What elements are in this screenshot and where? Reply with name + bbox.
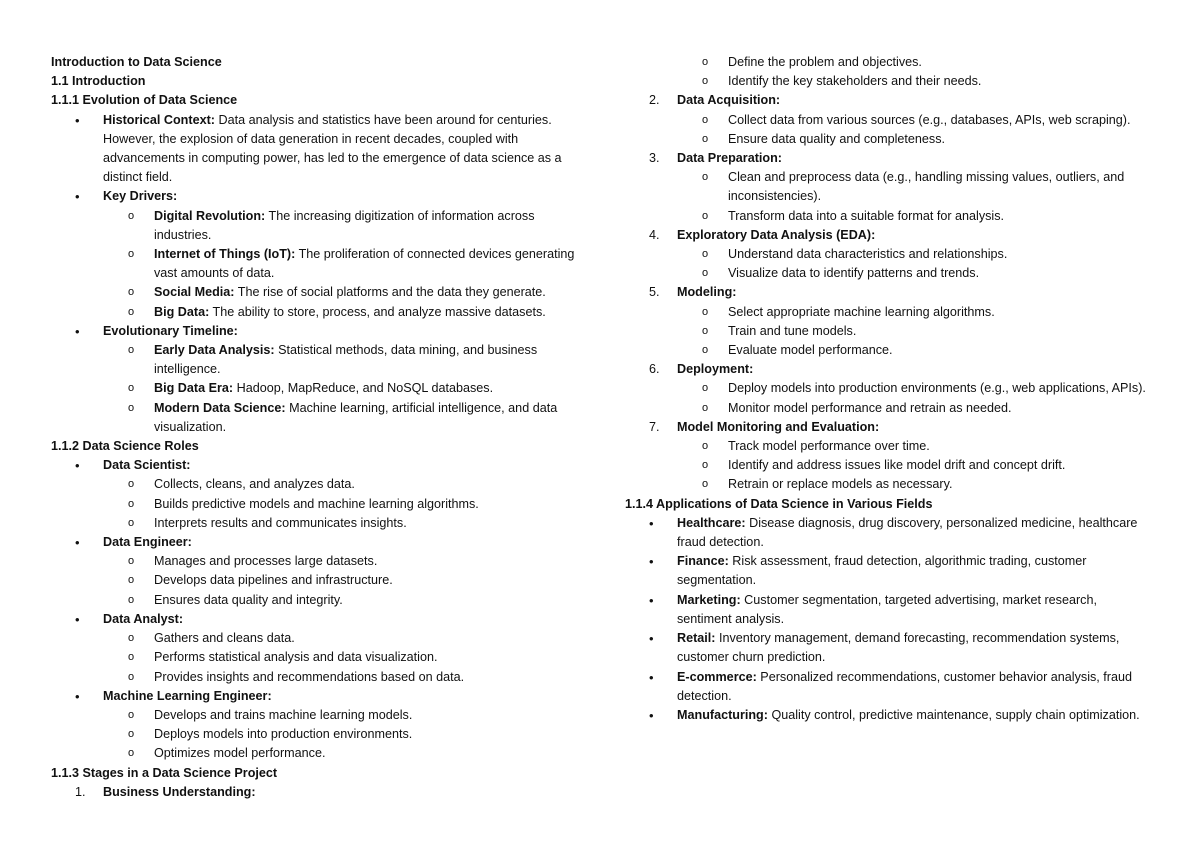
item-label: E-commerce: bbox=[677, 669, 757, 684]
sub-item-content bbox=[154, 668, 591, 687]
sub-item-content bbox=[154, 571, 591, 590]
sub-list-item bbox=[625, 322, 1150, 341]
bullet-marker: • bbox=[649, 707, 654, 723]
sub-bullet-marker: o bbox=[128, 382, 135, 395]
stage-name: Exploratory Data Analysis (EDA): bbox=[677, 227, 876, 242]
item-text: Personalized recommendations, customer behavior analysis, fraud detection. bbox=[677, 669, 1132, 703]
item-label: Retail: bbox=[677, 631, 716, 646]
item-text: The increasing digitization of information across industries. bbox=[154, 208, 535, 242]
sub-item-content bbox=[154, 475, 591, 494]
sub-list-item bbox=[51, 379, 591, 398]
item-text: Select appropriate machine learning algorithms. bbox=[728, 304, 995, 319]
sub-list-item bbox=[51, 725, 591, 744]
item-text: Risk assessment, fraud detection, algorithmic trading, customer segmentation. bbox=[677, 554, 1087, 588]
stage-number: 6. bbox=[649, 362, 660, 377]
item-text: Inventory management, demand forecasting, recommendation systems, customer churn prediction. bbox=[677, 631, 1120, 665]
item-text: Collect data from various sources (e.g., databases, APIs, web scraping). bbox=[728, 112, 1131, 127]
sub-item-content bbox=[154, 379, 591, 398]
item-label: Machine Learning Engineer: bbox=[103, 688, 272, 703]
sub-item-content bbox=[154, 706, 591, 725]
item-text: Develops data pipelines and infrastructure. bbox=[154, 573, 393, 588]
sub-list-item bbox=[625, 130, 1150, 149]
item-label: Early Data Analysis: bbox=[154, 343, 275, 358]
section-heading-1-1: 1.1 Introduction bbox=[51, 74, 146, 89]
item-text: Provides insights and recommendations based on data. bbox=[154, 669, 465, 684]
bullet-marker: • bbox=[649, 592, 654, 608]
sub-bullet-marker: o bbox=[128, 670, 135, 683]
sub-bullet-marker: o bbox=[128, 574, 135, 587]
stage-item bbox=[625, 418, 1150, 437]
sub-list-item bbox=[51, 706, 591, 725]
applications-list bbox=[625, 514, 1150, 725]
sub-list-item bbox=[625, 456, 1150, 475]
sub-bullet-marker: o bbox=[702, 171, 709, 184]
sub-item-content bbox=[728, 111, 1150, 130]
stages-list bbox=[625, 91, 1150, 494]
sub-list-item bbox=[51, 514, 591, 533]
sub-list-item bbox=[51, 303, 591, 322]
bullet-marker: • bbox=[649, 554, 654, 570]
stage-name: Modeling: bbox=[677, 285, 737, 300]
sub-list-item bbox=[51, 245, 591, 283]
bullet-marker: • bbox=[75, 688, 80, 704]
sub-item-content bbox=[154, 552, 591, 571]
section-heading-1-1-1: 1.1.1 Evolution of Data Science bbox=[51, 93, 238, 108]
sub-list-item bbox=[51, 475, 591, 494]
bullet-marker: • bbox=[75, 458, 80, 474]
item-content bbox=[103, 687, 591, 706]
item-text: Evaluate model performance. bbox=[728, 343, 893, 358]
item-text: Ensures data quality and integrity. bbox=[154, 592, 343, 607]
sub-bullet-marker: o bbox=[702, 267, 709, 280]
item-label: Big Data: bbox=[154, 304, 210, 319]
item-content bbox=[103, 610, 591, 629]
bullet-marker: • bbox=[75, 611, 80, 627]
sub-list-item bbox=[625, 264, 1150, 283]
item-text: Clean and preprocess data (e.g., handling missing values, outliers, and inconsistencies). bbox=[728, 170, 1125, 204]
item-text: Deploys models into production environments. bbox=[154, 727, 413, 742]
role-item bbox=[51, 533, 591, 552]
sub-item-content bbox=[728, 379, 1150, 398]
item-text: Define the problem and objectives. bbox=[728, 55, 922, 69]
sub-list-item bbox=[51, 668, 591, 687]
sub-bullet-marker: o bbox=[702, 344, 709, 357]
sub-bullet-marker: o bbox=[702, 75, 709, 88]
application-item bbox=[625, 706, 1150, 725]
item-label: Internet of Things (IoT): bbox=[154, 247, 296, 262]
sub-bullet-marker: o bbox=[702, 305, 709, 318]
sub-list-item bbox=[51, 495, 591, 514]
sub-item-content bbox=[728, 72, 1150, 91]
item-text: Disease diagnosis, drug discovery, personalized medicine, healthcare fraud detection. bbox=[677, 515, 1138, 550]
sub-bullet-marker: o bbox=[702, 459, 709, 472]
sub-bullet-marker: o bbox=[702, 478, 709, 491]
item-text: The rise of social platforms and the data they generate. bbox=[234, 285, 546, 300]
sub-bullet-marker: o bbox=[128, 516, 135, 529]
item-label: Data Analyst: bbox=[103, 611, 184, 626]
sub-item-content bbox=[154, 629, 591, 648]
sub-bullet-marker: o bbox=[128, 248, 135, 261]
item-text: Customer segmentation, targeted advertising, market research, sentiment analysis. bbox=[677, 592, 1097, 626]
item-text: Quality control, predictive maintenance, supply chain optimization. bbox=[767, 707, 1140, 722]
item-label: Big Data Era: bbox=[154, 381, 234, 396]
sub-bullet-marker: o bbox=[128, 344, 135, 357]
item-text: Gathers and cleans data. bbox=[154, 631, 295, 646]
sub-item-content bbox=[154, 283, 591, 302]
sub-bullet-marker: o bbox=[702, 324, 709, 337]
item-label: Finance: bbox=[677, 554, 729, 569]
stage-item bbox=[625, 283, 1150, 302]
document-title: Introduction to Data Science bbox=[51, 55, 222, 69]
stage-name: Deployment: bbox=[677, 362, 754, 377]
sub-list-item bbox=[51, 283, 591, 302]
section-heading-1-1-4: 1.1.4 Applications of Data Science in Various Fields bbox=[625, 496, 933, 511]
sub-list-item bbox=[625, 111, 1150, 130]
stage-item bbox=[625, 226, 1150, 245]
sub-bullet-marker: o bbox=[128, 497, 135, 510]
sub-bullet-marker: o bbox=[702, 248, 709, 261]
sub-bullet-marker: o bbox=[128, 305, 135, 318]
sub-bullet-marker: o bbox=[702, 113, 709, 126]
sub-item-content bbox=[728, 264, 1150, 283]
item-text: Machine learning, artificial intelligence, and data visualization. bbox=[154, 400, 558, 434]
sub-bullet-marker: o bbox=[128, 286, 135, 299]
bullet-marker: • bbox=[649, 669, 654, 685]
stage-name: Business Understanding: bbox=[103, 784, 256, 799]
bullet-marker: • bbox=[649, 631, 654, 647]
sub-item-content bbox=[154, 648, 591, 667]
item-content bbox=[103, 533, 591, 552]
item-content bbox=[677, 552, 1150, 590]
stage-number: 3. bbox=[649, 151, 660, 166]
sub-list-item bbox=[625, 207, 1150, 226]
sub-bullet-marker: o bbox=[702, 56, 709, 68]
stage-item bbox=[625, 360, 1150, 379]
sub-bullet-marker: o bbox=[702, 401, 709, 414]
sub-bullet-marker: o bbox=[128, 708, 135, 721]
sub-item-content bbox=[154, 591, 591, 610]
sub-list-item bbox=[625, 399, 1150, 418]
item-text: Identify and address issues like model drift and concept drift. bbox=[728, 458, 1066, 473]
sub-item-content bbox=[728, 456, 1150, 475]
sub-list-item bbox=[51, 399, 591, 437]
stage-item-1 bbox=[51, 783, 591, 802]
sub-bullet-marker: o bbox=[128, 401, 135, 414]
stage-1-items bbox=[625, 53, 1150, 91]
item-text: Monitor model performance and retrain as needed. bbox=[728, 400, 1012, 415]
sub-list-item bbox=[51, 744, 591, 763]
sub-list-item bbox=[625, 437, 1150, 456]
left-column bbox=[51, 53, 591, 802]
sub-item-content bbox=[728, 341, 1150, 360]
item-content bbox=[677, 591, 1150, 629]
sub-item-content bbox=[154, 514, 591, 533]
item-text: Transform data into a suitable format for analysis. bbox=[728, 208, 1005, 223]
item-text: Interprets results and communicates insights. bbox=[154, 515, 407, 530]
sub-item-content bbox=[728, 322, 1150, 341]
item-label: Data Scientist: bbox=[103, 458, 191, 473]
item-label: Digital Revolution: bbox=[154, 208, 266, 223]
sub-item-content bbox=[728, 53, 1150, 72]
item-label: Historical Context: bbox=[103, 112, 215, 127]
timeline-list bbox=[51, 341, 591, 437]
sub-bullet-marker: o bbox=[702, 209, 709, 222]
sub-list-item bbox=[51, 207, 591, 245]
item-text: Visualize data to identify patterns and trends. bbox=[728, 266, 980, 281]
sub-list-item bbox=[625, 379, 1150, 398]
list-item-key-drivers bbox=[51, 187, 591, 206]
bullet-marker: • bbox=[75, 535, 80, 551]
bullet-marker: • bbox=[75, 112, 80, 128]
item-text: Performs statistical analysis and data visualization. bbox=[154, 650, 438, 665]
sub-item-content bbox=[154, 399, 591, 437]
key-drivers-list bbox=[51, 207, 591, 322]
item-content bbox=[677, 668, 1150, 706]
sub-list-item bbox=[625, 245, 1150, 264]
sub-bullet-marker: o bbox=[702, 132, 709, 145]
stage-name: Data Preparation: bbox=[677, 151, 782, 166]
item-text: Builds predictive models and machine learning algorithms. bbox=[154, 496, 479, 511]
sub-list-item bbox=[625, 53, 1150, 72]
sub-item-content bbox=[154, 495, 591, 514]
application-item bbox=[625, 552, 1150, 590]
item-text: Deploy models into production environments (e.g., web applications, APIs). bbox=[728, 381, 1146, 396]
stage-name: Data Acquisition: bbox=[677, 93, 781, 108]
bullet-marker: • bbox=[75, 189, 80, 205]
stage-number: 1. bbox=[75, 784, 86, 799]
sub-bullet-marker: o bbox=[128, 478, 135, 491]
sub-list-item bbox=[625, 475, 1150, 494]
sub-item-content bbox=[154, 341, 591, 379]
sub-item-content bbox=[728, 207, 1150, 226]
sub-item-content bbox=[728, 245, 1150, 264]
stage-number: 7. bbox=[649, 419, 660, 434]
item-text: The proliferation of connected devices generating vast amounts of data. bbox=[154, 247, 575, 281]
sub-item-content bbox=[728, 168, 1150, 206]
item-text: Data analysis and statistics have been around for centuries. However, the explosion of data generation in recent decades, coupled with advancements in computing power, has led to the emergence of data science as a distinct field. bbox=[103, 112, 562, 185]
application-item bbox=[625, 668, 1150, 706]
role-item bbox=[51, 610, 591, 629]
item-text: The ability to store, process, and analyze massive datasets. bbox=[209, 304, 546, 319]
stage-number: 5. bbox=[649, 285, 660, 300]
role-item bbox=[51, 456, 591, 475]
sub-item-content bbox=[728, 475, 1150, 494]
item-content bbox=[677, 706, 1150, 725]
item-text: Retrain or replace models as necessary. bbox=[728, 477, 953, 492]
sub-item-content bbox=[154, 725, 591, 744]
roles-list bbox=[51, 456, 591, 763]
sub-list-item bbox=[51, 552, 591, 571]
item-text: Train and tune models. bbox=[728, 323, 857, 338]
item-content bbox=[103, 456, 591, 475]
item-text: Optimizes model performance. bbox=[154, 746, 326, 761]
section-heading-1-1-3: 1.1.3 Stages in a Data Science Project bbox=[51, 765, 278, 780]
list-item-historical-context bbox=[51, 111, 591, 188]
item-content bbox=[677, 514, 1150, 552]
sub-bullet-marker: o bbox=[128, 728, 135, 741]
stage-name: Model Monitoring and Evaluation: bbox=[677, 419, 880, 434]
item-text: Hadoop, MapReduce, and NoSQL databases. bbox=[233, 381, 494, 396]
item-content bbox=[677, 629, 1150, 667]
application-item bbox=[625, 514, 1150, 552]
sub-item-content bbox=[154, 303, 591, 322]
item-text: Collects, cleans, and analyzes data. bbox=[154, 477, 355, 492]
stage-number: 4. bbox=[649, 227, 660, 242]
item-text: Develops and trains machine learning models. bbox=[154, 707, 413, 722]
item-label: Manufacturing: bbox=[677, 707, 768, 722]
sub-list-item bbox=[625, 168, 1150, 206]
sub-list-item bbox=[51, 629, 591, 648]
item-text: Manages and processes large datasets. bbox=[154, 554, 378, 569]
sub-list-item bbox=[625, 303, 1150, 322]
sub-list-item bbox=[625, 72, 1150, 91]
sub-item-content bbox=[728, 399, 1150, 418]
item-text: Track model performance over time. bbox=[728, 439, 930, 454]
sub-list-item bbox=[51, 591, 591, 610]
right-column bbox=[625, 53, 1150, 725]
sub-list-item bbox=[51, 571, 591, 590]
sub-bullet-marker: o bbox=[128, 747, 135, 760]
stage-number: 2. bbox=[649, 93, 660, 108]
sub-item-content bbox=[154, 207, 591, 245]
sub-bullet-marker: o bbox=[128, 651, 135, 664]
sub-item-content bbox=[728, 130, 1150, 149]
sub-bullet-marker: o bbox=[128, 209, 135, 222]
sub-item-content bbox=[154, 744, 591, 763]
sub-item-content bbox=[154, 245, 591, 283]
application-item bbox=[625, 629, 1150, 667]
bullet-marker: • bbox=[649, 515, 654, 531]
role-item bbox=[51, 687, 591, 706]
sub-bullet-marker: o bbox=[702, 440, 709, 453]
item-label: Data Engineer: bbox=[103, 535, 192, 550]
sub-bullet-marker: o bbox=[128, 593, 135, 606]
item-label: Modern Data Science: bbox=[154, 400, 286, 415]
sub-list-item bbox=[625, 341, 1150, 360]
sub-list-item bbox=[51, 341, 591, 379]
sub-bullet-marker: o bbox=[702, 382, 709, 395]
sub-bullet-marker: o bbox=[128, 632, 135, 645]
sub-item-content bbox=[728, 437, 1150, 456]
application-item bbox=[625, 591, 1150, 629]
stage-item bbox=[625, 149, 1150, 168]
bullet-marker: • bbox=[75, 323, 80, 339]
section-heading-1-1-2: 1.1.2 Data Science Roles bbox=[51, 439, 199, 454]
item-label: Healthcare: bbox=[677, 515, 746, 530]
item-text: Ensure data quality and completeness. bbox=[728, 131, 946, 146]
item-text: Understand data characteristics and relationships. bbox=[728, 247, 1008, 262]
item-label: Social Media: bbox=[154, 285, 235, 300]
list-item-evolutionary-timeline bbox=[51, 322, 591, 341]
sub-bullet-marker: o bbox=[128, 555, 135, 568]
item-text: Identify the key stakeholders and their needs. bbox=[728, 74, 982, 89]
sub-item-content bbox=[728, 303, 1150, 322]
stage-item bbox=[625, 91, 1150, 110]
item-label: Evolutionary Timeline: bbox=[103, 323, 238, 338]
item-text: Statistical methods, data mining, and business intelligence. bbox=[154, 343, 538, 377]
sub-list-item bbox=[51, 648, 591, 667]
item-label: Marketing: bbox=[677, 592, 741, 607]
item-label: Key Drivers: bbox=[103, 189, 178, 204]
